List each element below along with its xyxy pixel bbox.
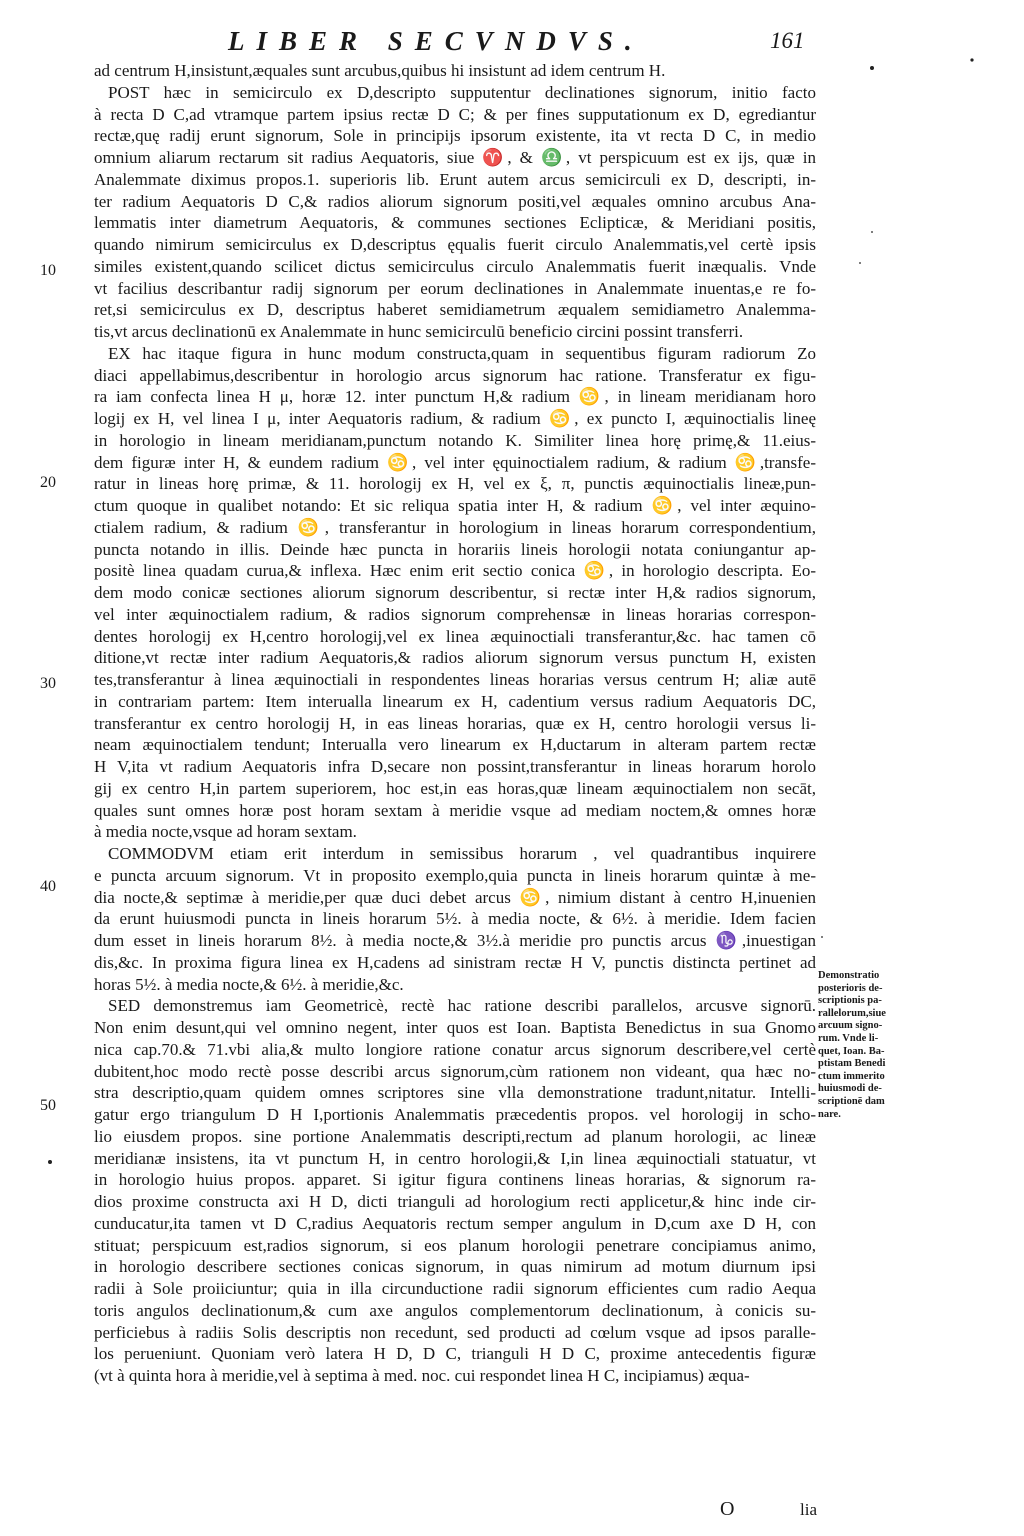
text-line: EX hac itaque figura in hunc modum constructa,quam in sequentibus figuram radiorum Zo [108, 343, 816, 363]
margin-note-line: Demonstratio [818, 970, 880, 981]
line-number-10: 10 [40, 262, 56, 279]
line-number-40: 40 [40, 878, 56, 895]
line-number-30: 30 [40, 675, 56, 692]
text-line: dia nocte,& septimæ à meridie,per quæ duci debet arcus ♋, nimium distant à centro H,inuenien [94, 887, 816, 907]
text-line: (vt à quinta hora à meridie,vel à septima à med. noc. cui respondet linea H C, incipiamus) æqua- [94, 1366, 750, 1385]
text-line: perficiebus à radiis Solis descriptis non recedunt, sed producti ad cœlum vsque ad ipsos paralle- [94, 1322, 816, 1342]
text-line: Non enim desunt,qui vel omnino negent, inter quos est Ioan. Baptista Benedictus in sua Gnomo [94, 1018, 816, 1037]
text-line: lio eiusdem propos. sine portione Analemmatis descripti,rectum ad planum horologii, ac lineæ [94, 1126, 816, 1146]
text-line: dem figuræ inter H, & eundem radium ♋, vel inter ęquinoctialem radium, & radium ♋,transfe- [94, 452, 816, 472]
text-line: ret,si semicirculus ex D, descriptus haberet semidiametrum æqualem semidiametro Analemma- [94, 300, 816, 320]
text-line: toris angulos declinationum,& cum axe angulos complementorum declinationum, à conicis su- [94, 1300, 816, 1320]
ink-speck [859, 262, 861, 264]
ink-speck [871, 231, 873, 233]
text-line: à media nocte,vsque ad horam sextam. [94, 822, 357, 842]
text-line: dem modo conicæ sectiones aliorum signorum describentur, si rectæ inter H,& radios signorum, [94, 583, 816, 602]
text-line: quales sunt omnes horæ post horam sextam à meridie vsque ad mediam noctem,& omnes horæ [94, 800, 816, 820]
text-line: radii à Sole proiiciuntur; quia in illa circunductione radii signorum efficientes cum radio Aequa [94, 1279, 816, 1298]
page-number: 161 [770, 28, 805, 53]
text-line: ctialem radium, & radium ♋, transferantur in horologium in lineas horarum correspondentium, [94, 517, 816, 537]
text-line: in contrariam partem: Item interualla linearum ex H, cadentium versus radium Aequatoris DC, [94, 691, 816, 711]
text-line: dum esset in lineis horarum 8½. à media nocte,& 3½.à meridie pro punctis arcus ♑,inuestigan [94, 931, 816, 950]
text-line: e puncta arcuum signorum. Vt in proposito exemplo,quia puncta in lineis horarum quintæ à me- [94, 865, 816, 885]
margin-note [818, 970, 896, 1121]
line-number-50: 50 [40, 1097, 56, 1114]
text-line: COMMODVM etiam erit interdum in semissibus horarum , vel quadrantibus inquirere [108, 844, 816, 863]
ink-speck [821, 936, 823, 938]
text-line: los perueniunt. Quoniam verò latera H D, D C, trianguli H D C, proxime antecedentis figuræ [94, 1344, 816, 1364]
text-line: ditione,vt rectæ inter radium Aequatoris,& radios aliorum signorum versus punctum H, existen [94, 648, 816, 668]
text-line: in horologio describere sectiones conicas signorum, in quas nimirum ad motum diurnum ipsi [94, 1257, 816, 1277]
text-line: ter radium Aequatoris D C,& radios aliorum signorum positi,vel æquales omnino arcubus Ana- [94, 191, 816, 211]
margin-note-line: scriptionē dam [818, 1095, 885, 1107]
margin-note-line: arcuum signo- [818, 1020, 883, 1032]
text-line: gij ex centro H,in partem superiorem, hoc est,in eas horas,quæ lineam æquinoctialem non secāt, [94, 778, 816, 798]
running-title: LIBER SECVNDVS. [228, 26, 644, 56]
signature-mark: O [720, 1498, 735, 1520]
margin-note-line: posterioris de- [818, 982, 883, 994]
text-line: tis,vt arcus declinationū ex Analemmate in hunc semicirculū beneficio circini possint transferri. [94, 322, 744, 341]
text-line: cunducatur,ita tamen vt D C,radius Aequatoris rectum semper angulum in D,cum axe D H, con [94, 1213, 816, 1233]
text-line: transferantur ex centro horologij H, in eas lineas horarias, quæ ex H, centro horologii versus li- [94, 713, 816, 733]
text-line: dios proxime constructa axi H D, dicti trianguli ad horologium recti applicetur,& hinc inde cir- [94, 1192, 816, 1211]
text-line: dentes horologij ex H,centro horologij,vel ex linea æquinoctiali transferantur,&c. hac tamen cō [94, 626, 816, 646]
main-text-block [94, 60, 816, 1387]
text-line: horas 5½. à media nocte,& 6½. à meridie,&c. [94, 974, 404, 994]
margin-note-line: rallelorum,siue [818, 1007, 886, 1019]
text-line: POST hæc in semicirculo ex D,descripto supputentur declinationes signorum, initio facto [108, 82, 816, 102]
text-line: in horologio in lineam meridianam,punctum notando K. Similiter linea horę primę,& 11.eius- [94, 430, 816, 450]
margin-note-line: nare. [818, 1108, 841, 1120]
text-line: ctum quoque in qualibet notando: Et sic reliqua spatia inter H, & radium ♋, vel inter æquino- [94, 496, 816, 515]
text-line: quando nimirum semicirculus ex D,descriptus ęqualis fuerit circulo Analemmatis,vel certè ipsis [94, 235, 816, 254]
text-line: ratur in lineas horę primæ, & 11. horologij ex H, vel ex ξ, π, punctis æquinoctialis lineæ,pun- [94, 474, 816, 494]
text-line: stra descriptio,quam quidem omnes scriptores sine vlla demonstratione tradunt,nitatur. Intelli- [94, 1083, 816, 1103]
text-line: meridianæ insistens, ita vt punctum H, in centro horologii,& I,in linea æquinoctiali statuatur, vt [94, 1148, 816, 1168]
text-line: dubitent,hoc modo rectè posse describi arcus signorum,cùm rationem non videant, qua hæc no- [94, 1061, 816, 1081]
text-line: neam æquinoctialem tendunt; Interualla vero linearum ex H,ductarum in alteram partem rectæ [94, 735, 816, 755]
text-line: vel inter æquinoctialem radium, & radios signorum comprehensæ in lineas horarias correspon- [94, 604, 816, 624]
text-line: rectæ,quę radij erunt signorum, Sole in principijs ipsorum existente, ita vt recta D C, in medio [94, 126, 816, 146]
line-number-20: 20 [40, 474, 56, 491]
line-number-gutter [0, 0, 94, 1536]
text-line: omnium aliarum rectarum sit radius Aequatoris, siue ♈, & ♎, vt perspicuum est ex ijs, quæ in [94, 148, 816, 167]
text-line: similes existent,quando scilicet dictus semicirculus circulo Analemmatis fuerit inæqualis. Vnde [94, 256, 816, 276]
text-line: logij ex H, vel linea I μ, inter Aequatoris radium, & radium ♋, ex puncto I, æquinoctialis lineę [94, 409, 816, 428]
margin-note-line: rum. Vnde li- [818, 1032, 879, 1044]
text-line: gatur ergo triangulum D H I,portionis Analemmatis præcedentis propos. vel horologij in scho- [94, 1105, 816, 1124]
margin-note-line: ctum immerito [818, 1070, 885, 1082]
text-line: in horologio huius propos. apparet. Si igitur figura continens lineas horarias, & signorum ra- [94, 1170, 816, 1190]
text-line: diaci appellabimus,describentur in horologio arcus signorum hac ratione. Transferatur ex figu- [94, 365, 816, 385]
text-line: positè linea quadam curua,& inflexa. Hæc enim erit sectio conica ♋, in horologio descripta. Eo- [94, 561, 816, 581]
text-line: lemmatis inter diametrum Aequatoris, & communes sectiones Eclipticæ, & Meridiani positis, [94, 213, 816, 233]
text-line: ra iam confecta linea H μ, horæ 12. inter punctum H,& radium ♋, in lineam meridianam horo [94, 387, 816, 407]
text-line: da erunt huiusmodi puncta in lineis horarum 5½. à media nocte, & 6½. à meridie. Idem facien [94, 909, 816, 929]
text-line: H V,ita vt radium Aequatoris infra D,secare non possint,transferantur in lineas horarum horolo [94, 757, 816, 776]
text-line: SED demonstremus iam Geometricè, rectè hac ratione describi parallelos, arcusve signorū. [108, 996, 816, 1016]
text-line: Analemmate diximus propos.1. superioris lib. Erunt autem arcus semicirculi ex D, descripti, in- [94, 169, 816, 189]
catchword: lia [800, 1500, 817, 1519]
margin-note-line: scriptionis pa- [818, 995, 882, 1007]
text-line: puncta notando in illis. Deinde hæc puncta in horariis lineis horologii notata coniungantur ap- [94, 539, 816, 559]
margin-note-line: quet, Ioan. Ba- [818, 1045, 885, 1057]
margin-note-line: huiusmodi de- [818, 1083, 882, 1095]
text-line: nica cap.70.& 71.vbi alia,& multo longiore ratione conatur arcus signorum describere,vel certè [94, 1039, 816, 1059]
text-line: stituat; perspicuum est,radios signorum, si eos planum horologii penetrare concipiamus animo, [94, 1235, 816, 1255]
text-line: à recta D C,ad vtramque partem ipsius rectæ D C; & per fines supputationum ex D, egrediantur [94, 104, 816, 124]
margin-note-line: ptistam Benedi [818, 1058, 886, 1070]
text-line: vt facilius describantur radij signorum per eorum declinationes in Analemmate inuentas,e re fo- [94, 278, 816, 298]
page-footer [0, 1498, 1024, 1524]
text-line: tes,transferantur à linea æquinoctiali in respondentes lineas horarias versus centrum H; aliæ autē [94, 670, 816, 689]
text-line: dis,&c. In proxima figura linea ex H,cadens ad sinistram rectæ H V, punctis distincta pertinet ad [94, 952, 816, 972]
text-line: ad centrum H,insistunt,æquales sunt arcubus,quibus hi insistunt ad idem centrum H. [94, 61, 666, 80]
ink-speck [870, 66, 874, 70]
